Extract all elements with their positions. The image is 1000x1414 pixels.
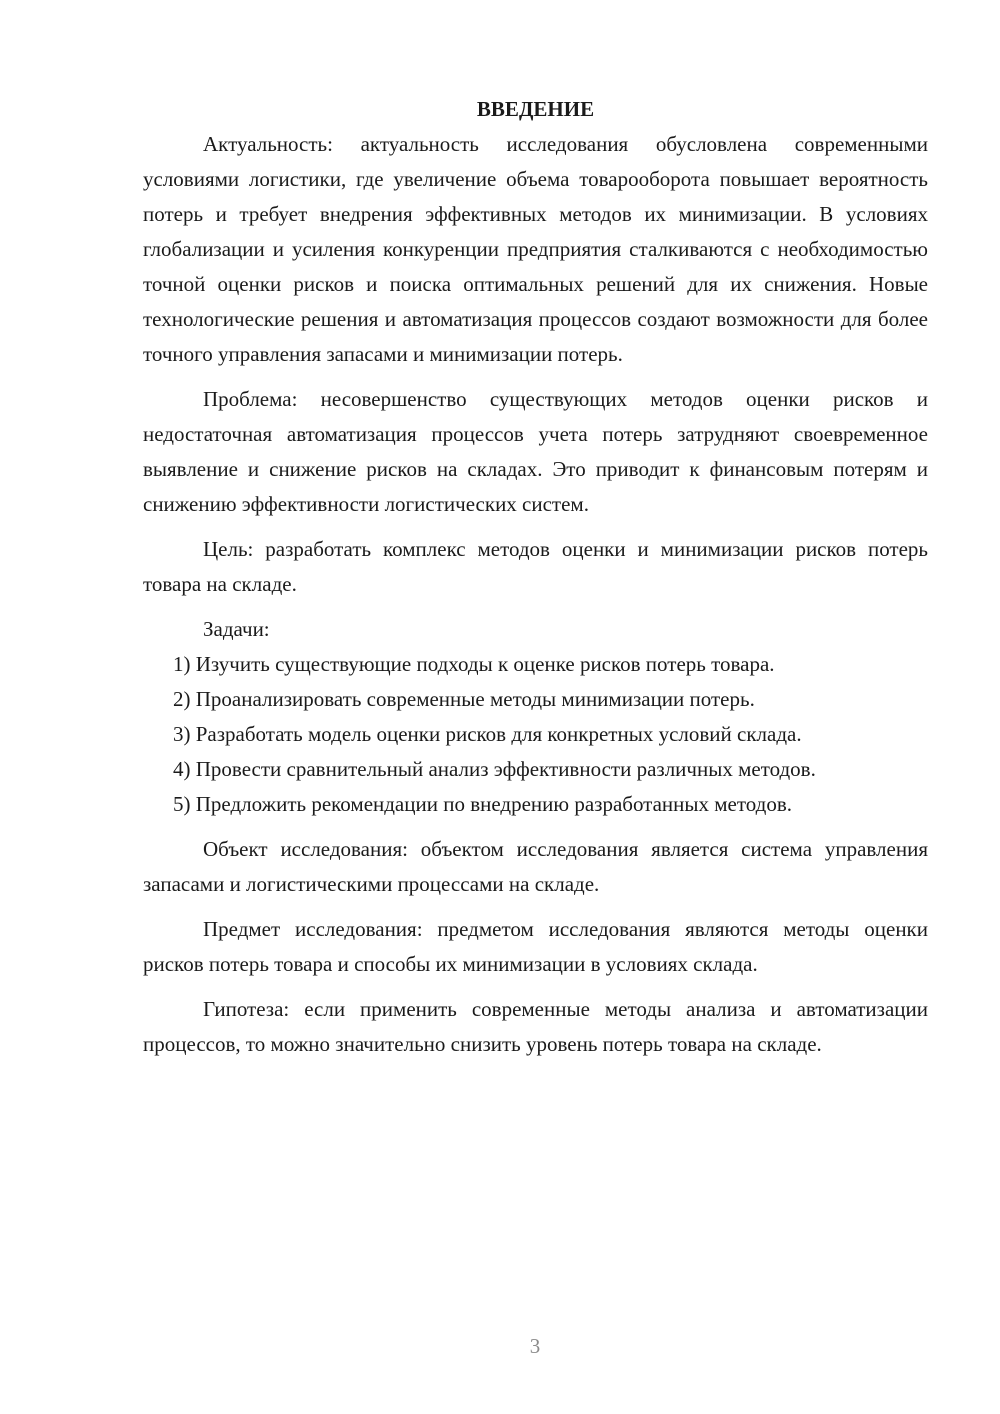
page-title: ВВЕДЕНИЕ — [476, 97, 595, 121]
tasks-heading: Задачи: — [203, 617, 270, 641]
page-number: 3 — [529, 1334, 541, 1358]
task-item: 2) Проанализировать современные методы минимизации потерь. — [173, 687, 755, 711]
paragraph-problem: Проблема: несовершенство существующих методов оценки рисков и недостаточная автоматизация процессов учета потерь затрудняют своевременное выявление и снижение рисков на складах. Это приводит к финансовым потерям и снижению эффективности логистических систем. — [143, 387, 928, 516]
tasks-list — [143, 647, 928, 822]
task-item: 3) Разработать модель оценки рисков для конкретных условий склада. — [173, 722, 802, 746]
paragraph-subject: Предмет исследования: предметом исследования являются методы оценки рисков потерь товара и способы их минимизации в условиях склада. — [143, 917, 928, 976]
paragraph-object: Объект исследования: объектом исследования является система управления запасами и логистическими процессами на складе. — [143, 837, 928, 896]
paragraph-hypothesis: Гипотеза: если применить современные методы анализа и автоматизации процессов, то можно значительно снизить уровень потерь товара на складе. — [143, 997, 928, 1056]
task-item: 5) Предложить рекомендации по внедрению разработанных методов. — [173, 792, 793, 816]
page-content — [143, 92, 928, 1062]
paragraph-relevance: Актуальность: актуальность исследования обусловлена современными условиями логистики, где увеличение объема товарооборота повышает вероятность потерь и требует внедрения эффективных методов их минимизации. В условиях глобализации и усиления конкуренции предприятия сталкиваются с необходимостью точной оценки рисков и поиска оптимальных решений для их снижения. Новые технологические решения и автоматизация процессов создают возможности для более точного управления запасами и минимизации потерь. — [143, 132, 928, 366]
paragraph-goal: Цель: разработать комплекс методов оценки и минимизации рисков потерь товара на складе. — [143, 537, 928, 596]
task-item: 1) Изучить существующие подходы к оценке рисков потерь товара. — [173, 652, 775, 676]
task-item: 4) Провести сравнительный анализ эффективности различных методов. — [173, 757, 816, 781]
